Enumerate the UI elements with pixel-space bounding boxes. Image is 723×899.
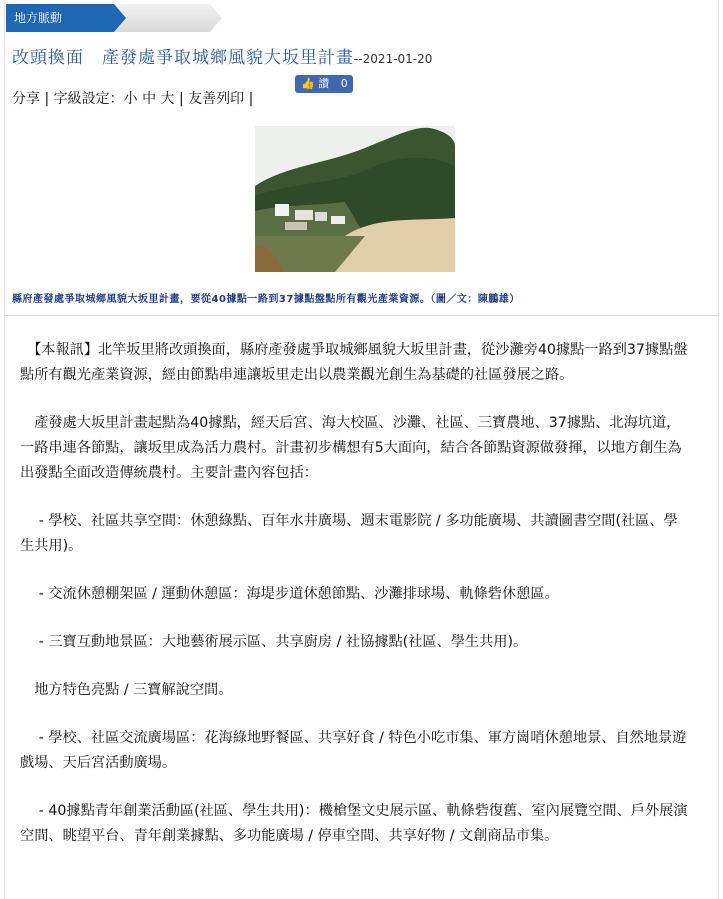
article-paragraph: - 學校、社區交流廣場區：花海綠地野餐區、共享好食 / 特色小吃市集、軍方崗哨休憩地景、自然地景遊戲場、天后宮活動廣場。	[20, 730, 687, 771]
divider	[4, 315, 719, 316]
article-body	[20, 338, 690, 872]
breadcrumb	[6, 4, 222, 32]
font-size-medium[interactable]: 中	[142, 91, 157, 107]
toolbar-divider: |	[40, 91, 54, 107]
article-heading	[12, 43, 432, 68]
article-paragraph: 產發處大坂里計畫起點為40據點，經天后宮、海大校區、沙灘、社區、三寶農地、37據點、北海坑道，一路串連各節點，讓坂里成為活力農村。計畫初步構想有5大面向，結合各節點資源做發揮，以地方創生為出發點全面改造傳統農村。主要計畫內容包括：	[20, 415, 682, 481]
article-paragraph: - 40據點青年創業活動區(社區、學生共用)：機槍堡文史展示區、軌條砦復舊、室內展覽空間、戶外展演空間、眺望平台、青年創業據點、多功能廣場 / 停車空間、共享好物 / 文創商品市集。	[20, 803, 688, 844]
article-paragraph: - 交流休憩棚架區 / 運動休憩區：海堤步道休憩節點、沙灘排球場、軌條砦休憩區。	[20, 586, 559, 602]
font-size-label: 字級設定：	[53, 91, 124, 107]
facebook-like-button[interactable]	[295, 75, 353, 93]
article-paragraph: - 三寶互動地景區：大地藝術展示區、共享廚房 / 社協據點(社區、學生共用)。	[20, 634, 528, 650]
toolbar-divider: |	[174, 91, 189, 107]
article-paragraph: 地方特色亮點 / 三寶解說空間。	[20, 682, 233, 698]
facebook-like-count: 0	[340, 77, 348, 90]
article-paragraph: 【本報訊】北竿坂里將改頭換面，縣府產發處爭取城鄉風貌大坂里計畫，從沙灘旁40據點一路到37據點盤點所有觀光產業資源，經由節點串連讓坂里走出以農業觀光創生為基礎的社區發展之路。	[20, 342, 688, 383]
breadcrumb-label[interactable]: 地方脈動	[14, 11, 63, 25]
article-title: 改頭換面 產發處爭取城鄉風貌大坂里計畫	[12, 48, 354, 68]
font-size-small[interactable]: 小	[123, 91, 138, 107]
facebook-like-label: 讚	[318, 77, 330, 90]
article-date: --2021-01-20	[354, 52, 433, 66]
toolbar-divider: |	[244, 91, 254, 107]
article-paragraph: - 學校、社區共享空間：休憩綠點、百年水井廣場、週末電影院 / 多功能廣場、共讀圖書空間(社區、學生共用)。	[20, 513, 678, 554]
photo-caption: 縣府產發處爭取城鄉風貌大坂里計畫，要從40據點一路到37據點盤點所有觀光產業資源。（圖／文：陳鵬雄）	[12, 294, 520, 305]
font-size-large[interactable]: 大	[160, 91, 175, 107]
print-link[interactable]: 友善列印	[188, 91, 245, 107]
article-photo	[255, 126, 455, 272]
share-link[interactable]: 分享	[12, 91, 40, 107]
thumbs-up-icon: 👍	[301, 77, 315, 90]
article-toolbar	[12, 88, 253, 108]
